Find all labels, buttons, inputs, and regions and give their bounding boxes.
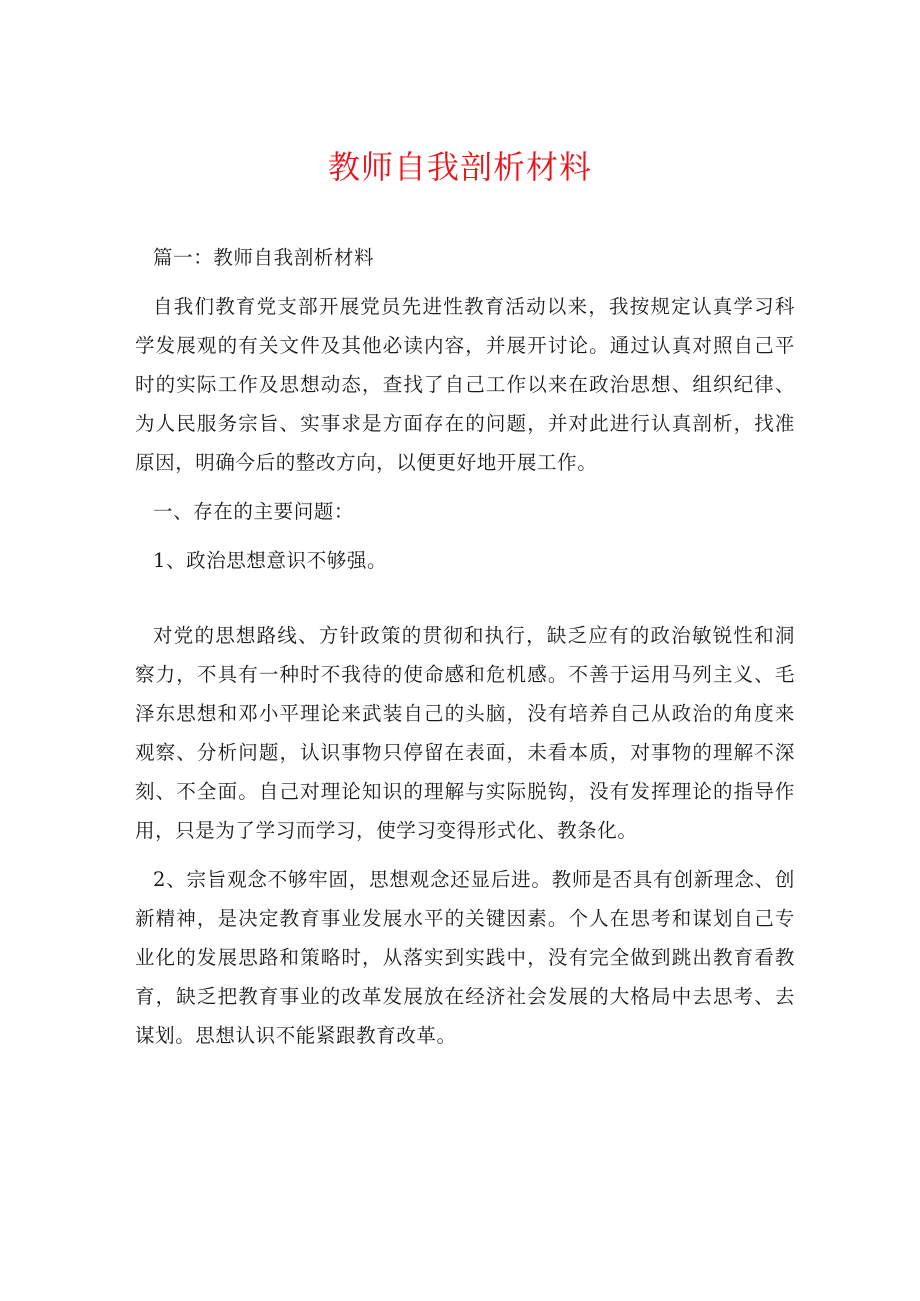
document-title: 教师自我剖析材料 (327, 148, 592, 186)
heading-problems: 一、存在的主要问题： (153, 500, 355, 523)
item-2-paragraph: 2、宗旨观念不够牢固，思想观念还显后进。教师是否具有创新理念、创新精神，是决定教育事业发展水平的关键因素。个人在思考和谋划自己专业化的发展思路和策略时，从落实到实践中，没有完全做到跳出教育看教育，缺乏把教育事业的改革发展放在经济社会发展的大格局中去思考、去谋划。思想认识不能紧跟教育改革。 (135, 868, 795, 1047)
item-1-body: 对党的思想路线、方针政策的贯彻和执行，缺乏应有的政治敏锐性和洞察力，不具有一种时不我待的使命感和危机感。不善于运用马列主义、毛泽东思想和邓小平理论来武装自己的头脑，没有培养自己从政治的角度来观察、分析问题，认识事物只停留在表面，未看本质，对事物的理解不深刻、不全面。自己对理论知识的理解与实际脱钩，没有发挥理论的指导作用，只是为了学习而学习，使学习变得形式化、教条化。 (135, 624, 795, 842)
document-body (135, 238, 795, 1055)
section-label: 篇一：教师自我剖析材料 (153, 246, 375, 269)
item-1-heading: 1、政治思想意识不够强。 (153, 549, 388, 572)
intro-paragraph: 自我们教育党支部开展党员先进性教育活动以来，我按规定认真学习科学发展观的有关文件及其他必读内容，并展开讨论。通过认真对照自己平时的实际工作及思想动态，查找了自己工作以来在政治思想、组织纪律、为人民服务宗旨、实事求是方面存在的问题，并对此进行认真剖析，找准原因，明确今后的整改方向，以便更好地开展工作。 (135, 295, 795, 474)
